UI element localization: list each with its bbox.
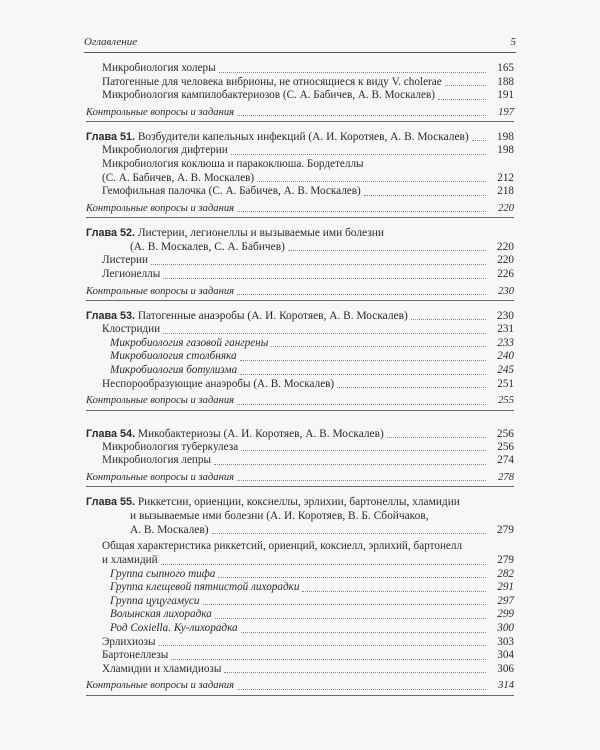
- toc-subentry[interactable]: Волынская лихорадка 299: [110, 608, 514, 621]
- toc-entry[interactable]: Легионеллы 226: [102, 267, 514, 280]
- chapter-heading[interactable]: Глава 55. Риккетсии, ориенции, коксиеллы, эрлихии, бартонеллы, хламидии: [86, 496, 460, 509]
- toc-entry[interactable]: Микробиология туберкулеза 256: [102, 440, 514, 453]
- toc-entry[interactable]: (С. А. Бабичев, А. В. Москалев) 212: [102, 171, 514, 184]
- toc-review-questions[interactable]: Контрольные вопросы и задания 230: [86, 285, 514, 297]
- toc-entry-line[interactable]: Микробиология коклюша и паракоклюша. Бордетеллы: [102, 157, 364, 170]
- toc-subentry[interactable]: Группа цуцугамуси 297: [110, 594, 514, 607]
- chapter-heading[interactable]: Глава 54. Микобактериозы (А. И. Коротяев, А. В. Москалев) 256: [86, 427, 514, 440]
- toc-entry[interactable]: Клостридии 231: [102, 323, 514, 336]
- toc-subentry[interactable]: Группа клещевой пятнистой лихорадки 291: [110, 581, 514, 594]
- toc-subentry[interactable]: Микробиология ботулизма 245: [110, 363, 514, 376]
- toc-section-50-end: [86, 62, 514, 122]
- toc-chapter-55: [86, 495, 514, 696]
- chapter-heading-cont[interactable]: и вызываемые ими болезни (А. И. Коротяев, В. Б. Сбойчаков,: [130, 510, 429, 523]
- toc-entry[interactable]: Хламидии и хламидиозы 306: [102, 662, 514, 675]
- toc-subentry[interactable]: Микробиология столбняка 240: [110, 350, 514, 363]
- toc-entry[interactable]: Микробиология холеры 165: [102, 62, 514, 74]
- toc-review-questions[interactable]: Контрольные вопросы и задания 314: [86, 680, 514, 692]
- table-of-contents: [86, 62, 514, 704]
- toc-entry[interactable]: Патогенные для человека вибрионы, не относящиеся к виду V. cholerae 188: [102, 75, 514, 88]
- toc-review-questions[interactable]: Контрольные вопросы и задания 197: [86, 106, 514, 118]
- toc-chapter-52: [86, 226, 514, 301]
- toc-review-questions[interactable]: Контрольные вопросы и задания 255: [86, 395, 514, 407]
- toc-subentry[interactable]: Род Coxiella. Ку-лихорадка 300: [110, 622, 514, 635]
- chapter-heading-cont[interactable]: (А. В. Москалев, С. А. Бабичев) 220: [130, 241, 514, 254]
- toc-entry[interactable]: Неспорообразующие анаэробы (А. В. Москалев) 251: [102, 377, 514, 390]
- chapter-heading[interactable]: Глава 51. Возбудители капельных инфекций (А. И. Коротяев, А. В. Москалев) 198: [86, 131, 514, 144]
- toc-review-questions[interactable]: Контрольные вопросы и задания 220: [86, 202, 514, 214]
- toc-chapter-51: [86, 130, 514, 218]
- toc-entry[interactable]: Эрлихиозы 303: [102, 635, 514, 648]
- toc-chapter-53: [86, 309, 514, 411]
- toc-review-questions[interactable]: Контрольные вопросы и задания 278: [86, 471, 514, 483]
- toc-chapter-54: [86, 427, 514, 488]
- toc-entry[interactable]: Гемофильная палочка (С. А. Бабичев, А. В. Москалев) 218: [102, 185, 514, 198]
- header-title: Оглавление: [84, 36, 138, 48]
- chapter-heading[interactable]: Глава 53. Патогенные анаэробы (А. И. Коротяев, А. В. Москалев) 230: [86, 310, 514, 323]
- toc-entry-line[interactable]: Общая характеристика риккетсий, ориенций, коксиелл, эрлихий, бартонелл: [102, 540, 463, 553]
- running-header: [84, 34, 516, 53]
- toc-entry[interactable]: Микробиология дифтерии 198: [102, 144, 514, 157]
- toc-entry[interactable]: Листерии 220: [102, 254, 514, 267]
- toc-entry[interactable]: Микробиология лепры 274: [102, 454, 514, 467]
- header-page-number: 5: [510, 36, 516, 48]
- chapter-heading-cont[interactable]: А. В. Москалев) 279: [130, 524, 514, 537]
- toc-entry[interactable]: и хламидий 279: [102, 554, 514, 567]
- toc-entry[interactable]: Микробиология кампилобактериозов (С. А. Бабичев, А. В. Москалев) 191: [102, 89, 514, 102]
- toc-subentry[interactable]: Микробиология газовой гангрены 233: [110, 336, 514, 349]
- toc-subentry[interactable]: Группа сыпного тифа 282: [110, 567, 514, 580]
- chapter-heading[interactable]: Глава 52. Листерии, легионеллы и вызываемые ими болезни: [86, 227, 384, 240]
- toc-entry[interactable]: Бартонеллезы 304: [102, 649, 514, 662]
